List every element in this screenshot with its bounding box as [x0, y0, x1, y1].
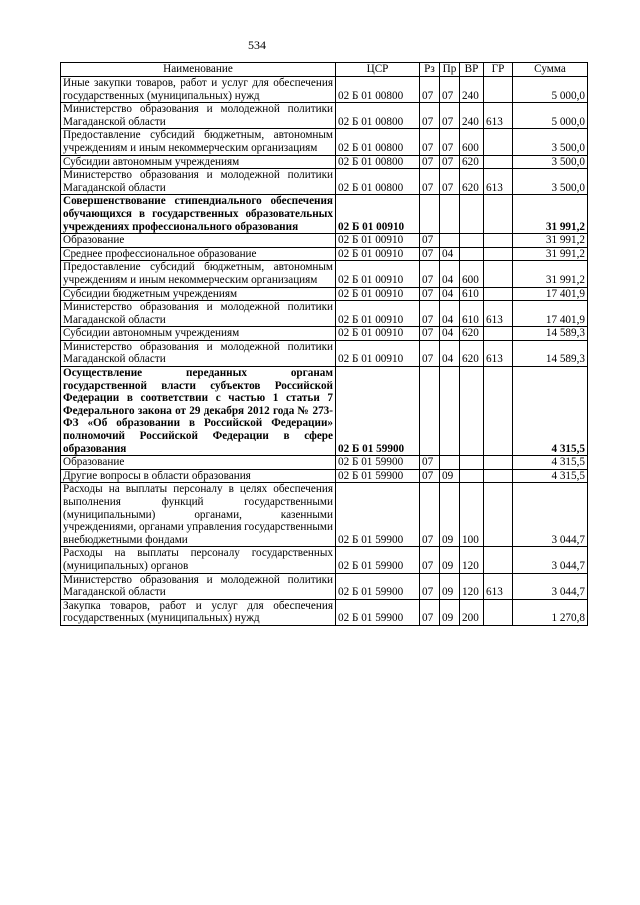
header-csr: ЦСР	[336, 63, 420, 77]
cell-rz: 07	[420, 340, 440, 366]
cell-vr: 600	[460, 129, 484, 155]
cell-rz: 07	[420, 573, 440, 599]
cell-gr	[484, 261, 513, 287]
cell-csr: 02 Б 01 00910	[336, 287, 420, 301]
cell-vr: 600	[460, 261, 484, 287]
cell-vr: 240	[460, 77, 484, 103]
table-row	[61, 169, 588, 195]
cell-sum: 3 044,7	[513, 483, 588, 547]
table-row	[61, 287, 588, 301]
cell-csr: 02 Б 01 00910	[336, 340, 420, 366]
cell-name: Расходы на выплаты персоналу в целях обеспечения выполнения функций государственными (муниципальными) органами, казенными учреждениями, органами управления государственными внебюджетными фондами	[61, 483, 336, 547]
cell-pr	[440, 367, 460, 456]
cell-name: Осуществление переданных органам государственной власти субъектов Российской Федерации в соответствии с частью 1 статьи 7 Федерального закона от 29 декабря 2012 года № 273-ФЗ «Об образовании в Российской Федерации» полномочий Российской Федерации в сфере образования	[61, 367, 336, 456]
cell-csr: 02 Б 01 59900	[336, 483, 420, 547]
header-sum: Сумма	[513, 63, 588, 77]
cell-vr	[460, 247, 484, 261]
cell-vr: 620	[460, 155, 484, 169]
cell-sum: 3 500,0	[513, 155, 588, 169]
cell-vr	[460, 234, 484, 248]
cell-rz	[420, 367, 440, 456]
cell-gr	[484, 327, 513, 341]
cell-pr: 07	[440, 155, 460, 169]
table-row	[61, 77, 588, 103]
table-row	[61, 103, 588, 129]
cell-name: Образование	[61, 234, 336, 248]
cell-pr: 07	[440, 103, 460, 129]
cell-name: Закупка товаров, работ и услуг для обеспечения государственных (муниципальных) нужд	[61, 599, 336, 625]
cell-sum: 14 589,3	[513, 327, 588, 341]
cell-pr	[440, 234, 460, 248]
table-row	[61, 367, 588, 456]
table-row	[61, 340, 588, 366]
cell-pr: 04	[440, 261, 460, 287]
cell-csr: 02 Б 01 00800	[336, 169, 420, 195]
table-row	[61, 301, 588, 327]
cell-sum: 3 500,0	[513, 169, 588, 195]
cell-name: Предоставление субсидий бюджетным, автономным учреждениям и иным некоммерческим организациям	[61, 129, 336, 155]
cell-rz: 07	[420, 155, 440, 169]
cell-name: Иные закупки товаров, работ и услуг для обеспечения государственных (муниципальных) нужд	[61, 77, 336, 103]
cell-sum: 3 044,7	[513, 547, 588, 573]
cell-vr: 200	[460, 599, 484, 625]
cell-csr: 02 Б 01 59900	[336, 367, 420, 456]
cell-name: Субсидии автономным учреждениям	[61, 327, 336, 341]
cell-rz	[420, 195, 440, 234]
cell-csr: 02 Б 01 00800	[336, 77, 420, 103]
cell-name: Предоставление субсидий бюджетным, автономным учреждениям и иным некоммерческим организациям	[61, 261, 336, 287]
table-row	[61, 129, 588, 155]
cell-gr	[484, 287, 513, 301]
cell-sum: 3 044,7	[513, 573, 588, 599]
cell-name: Другие вопросы в области образования	[61, 469, 336, 483]
cell-pr: 09	[440, 469, 460, 483]
cell-name: Министерство образования и молодежной политики Магаданской области	[61, 573, 336, 599]
cell-pr: 09	[440, 547, 460, 573]
cell-csr: 02 Б 01 00910	[336, 247, 420, 261]
cell-rz: 07	[420, 234, 440, 248]
cell-gr: 613	[484, 103, 513, 129]
cell-gr	[484, 469, 513, 483]
cell-gr	[484, 483, 513, 547]
cell-rz: 07	[420, 327, 440, 341]
cell-pr: 09	[440, 599, 460, 625]
cell-sum: 14 589,3	[513, 340, 588, 366]
cell-rz: 07	[420, 469, 440, 483]
cell-sum: 5 000,0	[513, 103, 588, 129]
cell-vr: 120	[460, 547, 484, 573]
table-row	[61, 483, 588, 547]
cell-csr: 02 Б 01 59900	[336, 573, 420, 599]
cell-gr	[484, 599, 513, 625]
cell-pr: 07	[440, 77, 460, 103]
table-row	[61, 456, 588, 470]
cell-name: Среднее профессиональное образование	[61, 247, 336, 261]
cell-sum: 3 500,0	[513, 129, 588, 155]
header-row	[61, 63, 588, 77]
cell-vr: 620	[460, 340, 484, 366]
cell-vr	[460, 195, 484, 234]
cell-name: Субсидии бюджетным учреждениям	[61, 287, 336, 301]
cell-csr: 02 Б 01 00910	[336, 195, 420, 234]
cell-sum: 17 401,9	[513, 301, 588, 327]
cell-csr: 02 Б 01 59900	[336, 469, 420, 483]
cell-pr: 07	[440, 169, 460, 195]
cell-sum: 17 401,9	[513, 287, 588, 301]
header-pr: Пр	[440, 63, 460, 77]
page-number: 534	[248, 38, 266, 52]
header-rz: Рз	[420, 63, 440, 77]
cell-pr	[440, 195, 460, 234]
cell-pr: 04	[440, 327, 460, 341]
table-row	[61, 599, 588, 625]
table-row	[61, 327, 588, 341]
cell-rz: 07	[420, 287, 440, 301]
cell-gr: 613	[484, 169, 513, 195]
cell-rz: 07	[420, 169, 440, 195]
cell-rz: 07	[420, 103, 440, 129]
cell-gr	[484, 77, 513, 103]
cell-sum: 4 315,5	[513, 456, 588, 470]
cell-rz: 07	[420, 599, 440, 625]
table-row	[61, 234, 588, 248]
cell-csr: 02 Б 01 00800	[336, 103, 420, 129]
cell-gr	[484, 247, 513, 261]
cell-sum: 4 315,5	[513, 469, 588, 483]
cell-gr	[484, 456, 513, 470]
cell-vr: 620	[460, 327, 484, 341]
header-name: Наименование	[61, 63, 336, 77]
cell-name: Совершенствование стипендиального обеспечения обучающихся в государственных образовательных учреждениях профессионального образования	[61, 195, 336, 234]
cell-vr: 610	[460, 287, 484, 301]
cell-sum: 31 991,2	[513, 247, 588, 261]
cell-csr: 02 Б 01 59900	[336, 456, 420, 470]
cell-rz: 07	[420, 483, 440, 547]
cell-name: Образование	[61, 456, 336, 470]
cell-name: Министерство образования и молодежной политики Магаданской области	[61, 340, 336, 366]
cell-gr: 613	[484, 573, 513, 599]
table-row	[61, 547, 588, 573]
header-vr: ВР	[460, 63, 484, 77]
header-gr: ГР	[484, 63, 513, 77]
cell-vr: 610	[460, 301, 484, 327]
cell-vr: 100	[460, 483, 484, 547]
cell-csr: 02 Б 01 00800	[336, 129, 420, 155]
cell-csr: 02 Б 01 59900	[336, 547, 420, 573]
cell-csr: 02 Б 01 00800	[336, 155, 420, 169]
cell-gr	[484, 195, 513, 234]
cell-pr: 07	[440, 129, 460, 155]
table-row	[61, 195, 588, 234]
cell-pr: 04	[440, 301, 460, 327]
cell-sum: 1 270,8	[513, 599, 588, 625]
cell-name: Министерство образования и молодежной политики Магаданской области	[61, 169, 336, 195]
cell-vr: 620	[460, 169, 484, 195]
cell-sum: 4 315,5	[513, 367, 588, 456]
cell-gr	[484, 547, 513, 573]
cell-pr	[440, 456, 460, 470]
cell-pr: 04	[440, 340, 460, 366]
cell-rz: 07	[420, 547, 440, 573]
cell-vr: 120	[460, 573, 484, 599]
cell-vr	[460, 367, 484, 456]
cell-csr: 02 Б 01 00910	[336, 234, 420, 248]
cell-csr: 02 Б 01 00910	[336, 301, 420, 327]
cell-gr	[484, 367, 513, 456]
cell-name: Министерство образования и молодежной политики Магаданской области	[61, 103, 336, 129]
table-body	[61, 77, 588, 626]
cell-rz: 07	[420, 301, 440, 327]
cell-vr	[460, 469, 484, 483]
cell-sum: 5 000,0	[513, 77, 588, 103]
cell-rz: 07	[420, 261, 440, 287]
budget-table	[60, 62, 588, 626]
cell-sum: 31 991,2	[513, 261, 588, 287]
table-row	[61, 247, 588, 261]
cell-sum: 31 991,2	[513, 234, 588, 248]
cell-pr: 09	[440, 483, 460, 547]
cell-csr: 02 Б 01 00910	[336, 261, 420, 287]
table-row	[61, 469, 588, 483]
cell-pr: 04	[440, 287, 460, 301]
cell-rz: 07	[420, 129, 440, 155]
cell-name: Субсидии автономным учреждениям	[61, 155, 336, 169]
table-row	[61, 261, 588, 287]
cell-gr	[484, 155, 513, 169]
cell-rz: 07	[420, 247, 440, 261]
cell-gr	[484, 129, 513, 155]
cell-pr: 04	[440, 247, 460, 261]
cell-gr: 613	[484, 301, 513, 327]
cell-gr	[484, 234, 513, 248]
cell-pr: 09	[440, 573, 460, 599]
cell-csr: 02 Б 01 59900	[336, 599, 420, 625]
cell-vr	[460, 456, 484, 470]
cell-csr: 02 Б 01 00910	[336, 327, 420, 341]
cell-sum: 31 991,2	[513, 195, 588, 234]
table-row	[61, 573, 588, 599]
cell-vr: 240	[460, 103, 484, 129]
cell-rz: 07	[420, 77, 440, 103]
table-row	[61, 155, 588, 169]
cell-name: Расходы на выплаты персоналу государственных (муниципальных) органов	[61, 547, 336, 573]
cell-name: Министерство образования и молодежной политики Магаданской области	[61, 301, 336, 327]
cell-rz: 07	[420, 456, 440, 470]
cell-gr: 613	[484, 340, 513, 366]
